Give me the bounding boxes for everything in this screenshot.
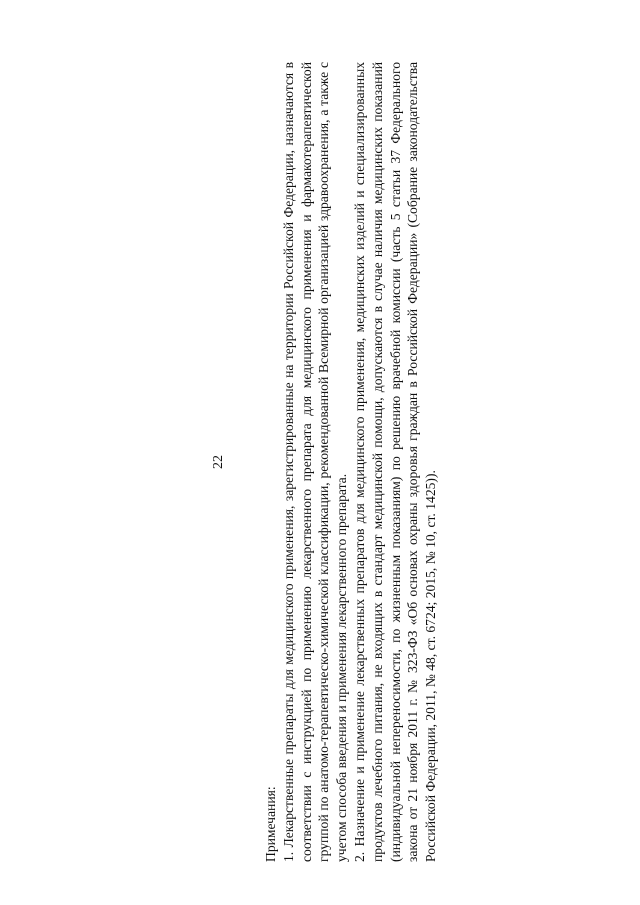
note-item-2: 2. Назначение и применение лекарственных препаратов для медицинского применения, медицинских изделий и специализированных продуктов лечебного питания, не входящих в стандарт медицинской помощи, допускаются в случае наличия медицинских показаний (индивидуальной непереносимости, по жизненным показаниям) по решению врачебной комиссии (часть 5 статьи 37 Федерального закона от 21 ноября 2011 г. № 323-ФЗ «Об основах охраны здоровья граждан в Российской Федерации» (Собрание законодательства Российской Федерации, 2011, № 48, ст. 6724; 2015, № 10, ст. 1425)). [351,62,439,862]
note-item-1: 1. Лекарственные препараты для медицинского применения, зарегистрированные на территории Российской Федерации, назначаются в соответствии с инструкцией по применению лекарственного препарата для медицинского применения и фармакотерапевтической группой по анатомо-терапевтическо-химической классификации, рекомендованной Всемирной организацией здравоохранения, а также с учетом способа введения и применения лекарственного препарата. [280,62,350,862]
notes-section [262,62,440,862]
notes-heading: Примечания: [263,786,278,862]
page-number: 22 [211,455,226,469]
rotated-content [210,62,439,862]
